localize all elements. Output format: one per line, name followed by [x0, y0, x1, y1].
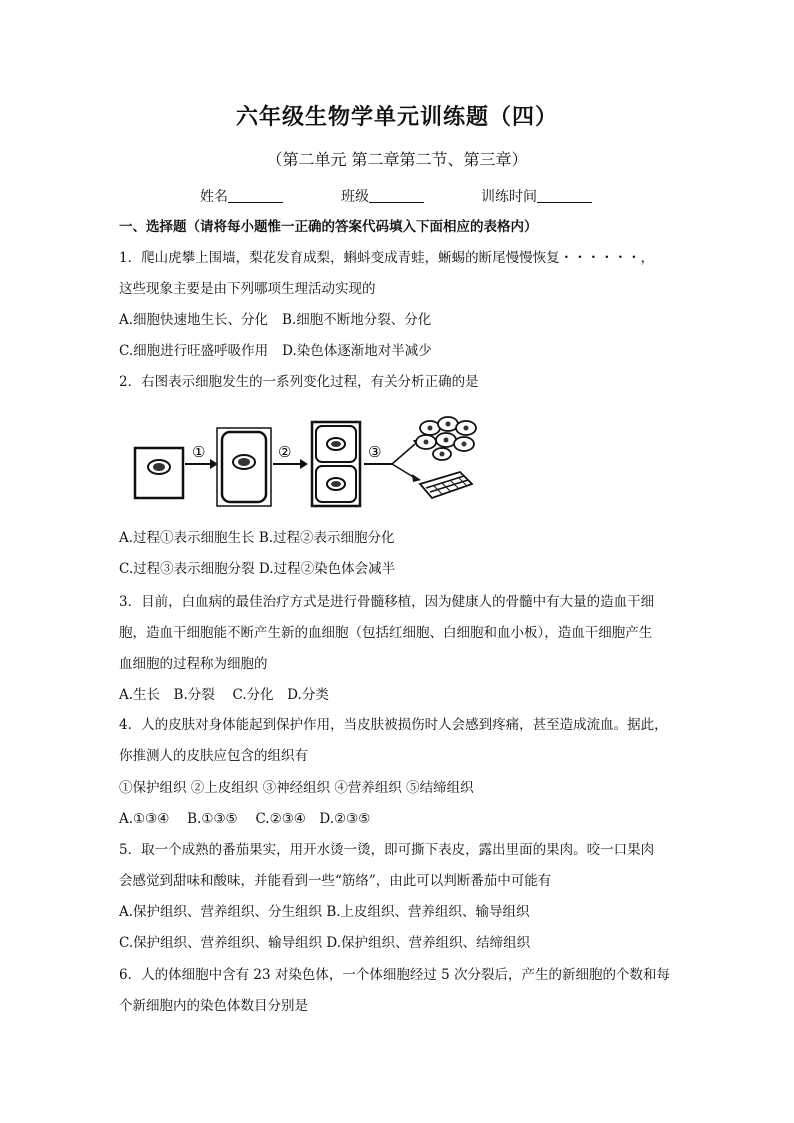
q1-stem-line1: 1．爬山虎攀上围墙，梨花发育成梨，蝌蚪变成青蛙，蜥蜴的断尾慢慢恢复・・・・・・， — [119, 250, 655, 266]
time-label: 训练时间 — [481, 189, 537, 205]
page-title: 六年级生物学单元训练题（四） — [235, 104, 558, 130]
q4-stem-line2: 你推测人的皮肤应包含的组织有 — [119, 748, 308, 764]
page-subtitle: （第二单元 第二章第二节、第三章） — [266, 150, 528, 169]
q4-options: A.①③④ B.①③⑤ C.②③④ D.②③⑤ — [119, 811, 371, 827]
class-label: 班级 — [341, 189, 369, 205]
q6-stem-line1: 6．人的体细胞中含有 23 对染色体，一个体细胞经过 5 次分裂后，产生的新细胞的个数和每 — [119, 967, 671, 983]
q2-options-row2: C.过程③表示细胞分裂 D.过程②染色体会减半 — [119, 561, 396, 577]
q3-stem-line2: 胞，造血干细胞能不断产生新的血细胞（包括红细胞、白细胞和血小板），造血干细胞产生 — [119, 625, 653, 641]
q5-options-row1: A.保护组织、营养组织、分生组织 B.上皮组织、营养组织、输导组织 — [119, 904, 530, 920]
process-label-1: ① — [192, 443, 206, 461]
q5-options-row2: C.保护组织、营养组织、输导组织 D.保护组织、营养组织、结缔组织 — [119, 935, 531, 951]
name-label: 姓名 — [200, 189, 228, 205]
q2-options-row1: A.过程①表示细胞生长 B.过程②表示细胞分化 — [119, 530, 395, 546]
q1-option-c: C.细胞进行旺盛呼吸作用 — [119, 343, 269, 359]
fiber-cells-icon — [420, 472, 472, 498]
round-cells-cluster-icon — [416, 417, 476, 460]
q4-stem-line1: 4．人的皮肤对身体能起到保护作用，当皮肤被损伤时人会感到疼痛，甚至造成流血。据此， — [119, 717, 668, 733]
class-field — [341, 186, 424, 206]
q6-stem-line2: 个新细胞内的染色体数目分别是 — [119, 998, 308, 1014]
q1-options-row1 — [119, 311, 431, 329]
q5-stem-line2: 会感觉到甜味和酸味，并能看到一些“筋络”，由此可以判断番茄中可能有 — [119, 873, 552, 889]
time-field — [481, 186, 592, 206]
q5-stem-line1: 5．取一个成熟的番茄果实，用开水烫一烫，即可撕下表皮，露出里面的果肉。咬一口果肉 — [119, 842, 655, 858]
time-blank[interactable] — [537, 188, 592, 203]
q1-option-a: A.细胞快速地生长、分化 — [119, 312, 269, 328]
q3-options: A.生长 B.分裂 C.分化 D.分类 — [119, 687, 329, 703]
q1-stem-line2: 这些现象主要是由下列哪项生理活动实现的 — [119, 281, 376, 297]
name-blank[interactable] — [228, 188, 283, 203]
class-blank[interactable] — [369, 188, 424, 203]
q1-option-b: B.细胞不断地分裂、分化 — [282, 312, 432, 328]
q1-option-d: D.染色体逐渐地对半减少 — [282, 343, 432, 359]
process-label-3: ③ — [368, 443, 382, 461]
cell-2-icon — [217, 428, 271, 506]
q3-stem-line1: 3．目前，白血病的最佳治疗方式是进行骨髓移植，因为健康人的骨髓中有大量的造血干细 — [119, 594, 655, 610]
cell-1-icon — [135, 448, 183, 498]
q1-options-row2 — [119, 342, 432, 360]
q2-stem: 2．右图表示细胞发生的一系列变化过程，有关分析正确的是 — [119, 374, 479, 390]
section-heading: 一、选择题（请将每小题惟一正确的答案代码填入下面相应的表格内） — [119, 219, 538, 235]
cell-3-icon — [312, 422, 360, 506]
cell-change-figure — [130, 412, 480, 512]
name-field — [200, 186, 283, 206]
q3-stem-line3: 血细胞的过程称为细胞的 — [119, 656, 268, 672]
q4-tissue-list: ①保护组织 ②上皮组织 ③神经组织 ④营养组织 ⑤结缔组织 — [119, 780, 474, 796]
process-label-2: ② — [278, 443, 292, 461]
